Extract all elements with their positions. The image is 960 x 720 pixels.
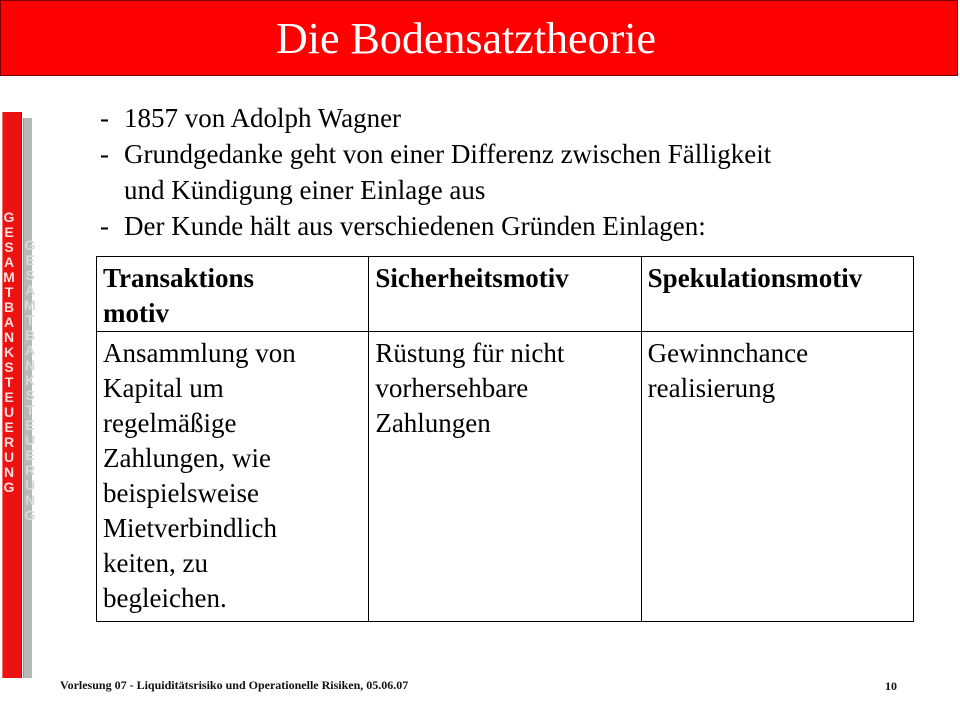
page-number: 10 [885,679,897,693]
sidebar-letter: A [24,342,36,358]
sidebar-letter: N [24,492,36,508]
sidebar-letter: K [24,372,36,388]
slide-title: Die Bodensatztheorie [276,14,656,63]
sidebar-letter: U [24,432,36,448]
cell-line: Zahlungen, wie [103,443,271,473]
table-header-cell [641,257,913,332]
sidebar-letter: U [3,449,15,465]
cell-line: Gewinnchance [647,338,809,368]
table-row [97,332,914,622]
table-cell [97,332,369,622]
sidebar-letter: N [3,464,15,480]
title-bar [0,0,958,76]
bullet-dash: - [100,103,109,133]
sidebar-word [0,210,18,495]
sidebar-letter: S [25,267,35,283]
bullet-item [100,208,920,244]
sidebar-letter: M [24,297,36,313]
cell-line: Spekulationsmotiv [647,263,863,293]
sidebar-letter: S [4,359,14,375]
sidebar-letter: A [24,282,36,298]
sidebar-letter: G [3,479,15,495]
bullet-dash: - [100,211,109,241]
table-cell [641,332,913,622]
sidebar-letter: E [4,224,14,240]
sidebar-letter: E [25,252,35,268]
cell-line: vorhersehbare [375,373,529,403]
sidebar-letter: E [4,419,14,435]
sidebar-letter: N [24,357,36,373]
sidebar-letter: M [3,269,15,285]
bullet-list [100,100,920,244]
sidebar-letter: N [3,329,15,345]
cell-line: Transaktions [103,263,255,293]
bullet-item [100,136,920,208]
table-header-row [97,257,914,332]
sidebar-letter: B [24,327,36,343]
table-cell [369,332,641,622]
cell-line: Kapital um [103,373,224,403]
bullet-dash: - [100,139,109,169]
sidebar-letter: S [4,239,14,255]
sidebar-letter: U [24,477,36,493]
cell-line: Rüstung für nicht [375,338,565,368]
table-header-cell [369,257,641,332]
cell-line: beispielsweise [103,478,259,508]
table-header-cell [97,257,369,332]
bullet-line: 1857 von Adolph Wagner [124,103,402,133]
sidebar-letter: T [4,374,14,390]
cell-line: begleichen. [103,583,227,613]
sidebar-letter: B [3,299,15,315]
sidebar-word-shadow [21,238,39,523]
cell-line: Sicherheitsmotiv [375,263,569,293]
sidebar-letter: K [3,344,15,360]
sidebar-letter: T [4,284,14,300]
sidebar-letter: E [25,417,35,433]
sidebar-letter: G [24,237,36,253]
motives-table [96,256,914,622]
footer-text: Vorlesung 07 - Liquiditätsrisiko und Operationelle Risiken, 05.06.07 [60,678,409,692]
bullet-item [100,100,920,136]
sidebar-letter: T [25,402,35,418]
cell-line: Mietverbindlich [103,513,277,543]
bullet-line: Der Kunde hält aus verschiedenen Gründen Einlagen: [124,211,706,241]
bullet-line: und Kündigung einer Einlage aus [124,175,486,205]
bullet-line: Grundgedanke geht von einer Differenz zwischen Fälligkeit [124,139,772,169]
cell-line: regelmäßige [103,408,237,438]
sidebar-letter: E [4,389,14,405]
sidebar-letter: U [3,404,15,420]
cell-line: Zahlungen [375,408,491,438]
sidebar-letter: R [3,434,15,450]
sidebar-letter: G [3,209,15,225]
sidebar-letter: T [25,312,35,328]
sidebar-letter: G [24,507,36,523]
sidebar-letter: S [25,387,35,403]
sidebar-letter: E [25,447,35,463]
sidebar-letter: R [24,462,36,478]
sidebar-letter: A [3,254,15,270]
cell-line: keiten, zu [103,548,208,578]
sidebar-letter: A [3,314,15,330]
cell-line: Ansammlung von [103,338,296,368]
cell-line: motiv [103,298,169,328]
cell-line: realisierung [647,373,776,403]
